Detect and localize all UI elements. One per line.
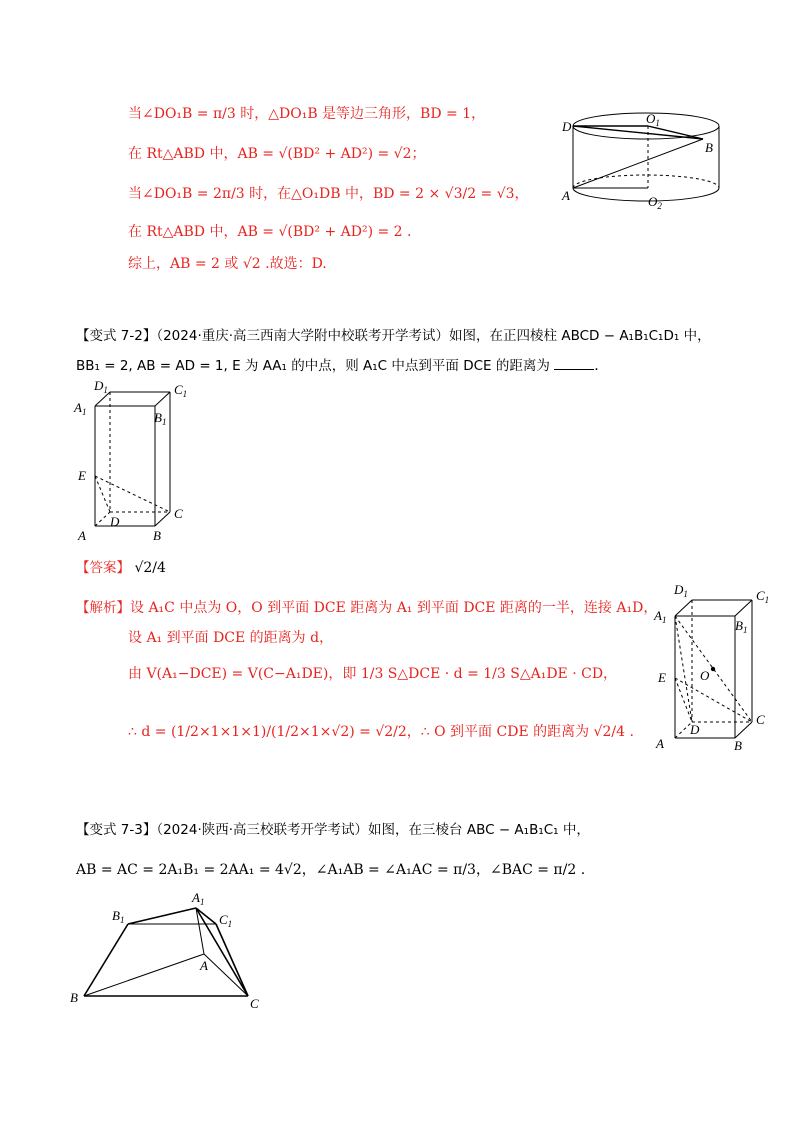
prism-figure-1 [70,376,200,546]
p2-label-A: A [656,736,664,751]
problem-7-2-line1: 如图，在正四棱柱 ABCD − A₁B₁C₁D₁ 中， [449,328,711,344]
analysis-line-1 [76,598,657,618]
p2-label-E: E [658,670,666,685]
solution-line-4-text: 在 Rt△ABD 中，AB = √(BD² + AD²) = 2 . [128,224,412,240]
p1-label-C1: $C_1$ [174,382,188,399]
solution-line-3-text: 当∠DO₁B = 2π/3 时，在△O₁DB 中，BD = 2 × √3/2 = √3， [128,186,529,202]
analysis-line-2-text: 设 A₁ 到平面 DCE 的距离为 d， [128,630,334,646]
p1-label-D1: $D_1$ [94,378,108,395]
solution-line-1-text: 当∠DO₁B = π/3 时，△DO₁B 是等边三角形，BD = 1， [128,106,486,122]
p1-label-E: E [78,468,86,483]
p2-label-D1: $D_1$ [674,582,688,599]
cylinder-figure [560,100,730,220]
cyl-label-O2: $O_2$ [648,194,662,211]
analysis-line-2 [128,628,333,648]
p1-label-D: D [110,514,120,529]
solution-line-2-text: 在 Rt△ABD 中，AB = √(BD² + AD²) = √2； [128,146,426,162]
p1-label-B: B [153,528,161,543]
p1-label-A: A [78,528,86,543]
p2-label-D: D [690,722,700,737]
solution-line-3 [128,184,529,204]
cyl-label-D: D [562,119,572,134]
solution-line-5-text: 综上，AB = 2 或 √2 .故选：D. [128,256,327,272]
p2-label-O: O [700,668,710,683]
problem-7-3-line2 [76,860,585,880]
cyl-label-O1: $O_1$ [646,111,660,128]
solution-line-4 [128,222,411,242]
analysis-tag: 【解析】 [76,600,130,616]
problem-7-2-source: （2024·重庆·高三西南大学附中校联考开学考试） [156,328,450,344]
cyl-label-B: B [705,140,713,155]
answer-blank [554,357,594,370]
p2-label-C1: $C_1$ [756,588,770,605]
solution-line-2 [128,144,426,164]
problem-7-3-header [76,820,590,840]
p2-label-B: B [734,738,742,753]
p2-label-C: C [756,712,765,727]
analysis-line-4 [128,722,634,742]
solution-line-1 [128,104,485,124]
cyl-label-A: A [562,188,570,203]
problem-7-3-tag: 【变式 7-3】 [76,822,157,838]
analysis-line-1-text: 设 A₁C 中点为 O，O 到平面 DCE 距离为 A₁ 到平面 DCE 距离的一半，连接 A₁D， [130,600,658,616]
problem-7-3-line2-text: AB = AC = 2A₁B₁ = 2AA₁ = 4√2，∠A₁AB = ∠A₁AC = π/3，∠BAC = π/2 . [76,862,586,878]
f-label-B1: $B_1$ [112,908,125,925]
analysis-line-4-text: ∴ d = (1/2×1×1×1)/(1/2×1×√2) = √2/2，∴ O 到平面 CDE 的距离为 √2/4 . [128,724,634,740]
p1-label-A1: $A_1$ [74,400,87,417]
answer-tag: 【答案】 [76,560,130,576]
problem-7-3-line1: 如图，在三棱台 ABC − A₁B₁C₁ 中， [368,822,590,838]
p1-label-B1: $B_1$ [154,410,167,427]
problem-7-2-tag: 【变式 7-2】 [76,328,157,344]
p2-label-A1: $A_1$ [654,608,667,625]
p2-label-B1: $B_1$ [735,618,748,635]
analysis-line-3-text: 由 V(A₁−DCE) = V(C−A₁DE)，即 1/3 S△DCE · d = 1/3 S△A₁DE · CD， [128,666,618,682]
solution-line-5 [128,254,327,274]
problem-7-3-source: （2024·陕西·高三校联考开学考试） [156,822,369,838]
prism-figure-2 [650,578,790,758]
f-label-C1: $C_1$ [219,912,233,929]
analysis-line-3 [128,664,617,684]
f-label-A: A [200,958,208,973]
answer-row [76,558,166,578]
problem-7-2-line2 [76,356,599,376]
problem-7-2-header [76,326,711,346]
p1-label-C: C [174,506,183,521]
answer-value: √2/4 [134,560,166,576]
f-label-A1: $A_1$ [192,890,205,907]
frustum-figure [66,888,276,1018]
f-label-C: C [250,996,259,1011]
f-label-B: B [70,990,78,1005]
problem-7-2-line2-end: . [594,358,599,374]
problem-7-2-line2-text: BB₁ = 2, AB = AD = 1, E 为 AA₁ 的中点，则 A₁C 中点到平面 DCE 的距离为 [76,358,550,374]
